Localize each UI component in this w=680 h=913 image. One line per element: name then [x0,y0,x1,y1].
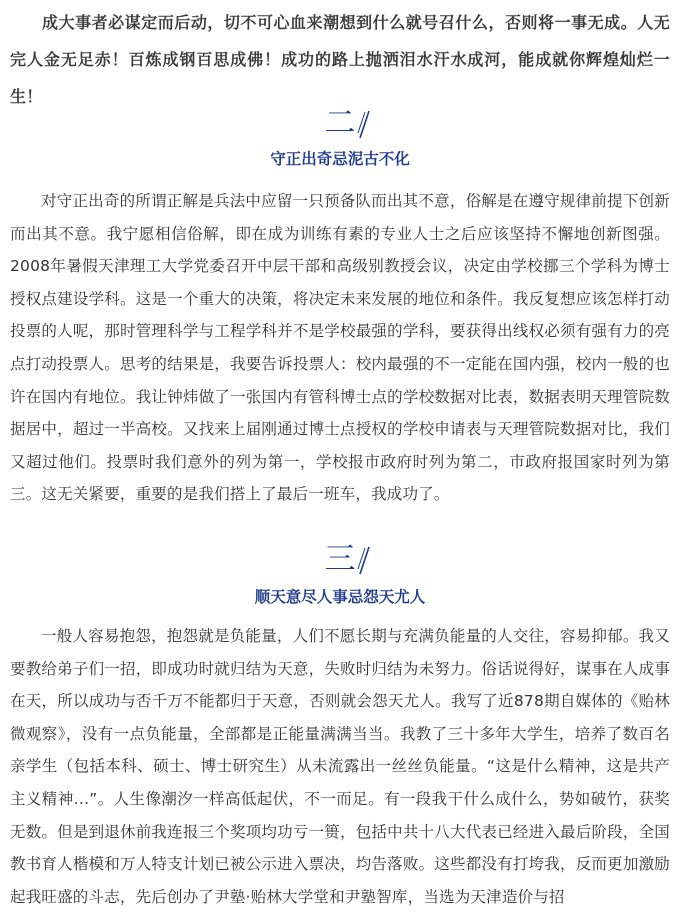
intro-paragraph: 成大事者必谋定而后动，切不可心血来潮想到什么就号召什么，否则将一事无成。人无完人金无足赤！百炼成钢百思成佛！成功的路上抛洒泪水汗水成河，能成就你辉煌灿烂一生！ [10,13,670,106]
section-two-numeral: 二 [325,106,356,140]
section-three-marker [0,542,680,576]
section-two-body: 对守正出奇的所谓正解是兵法中应留一只预备队而出其不意，俗解是在遵守规律前提下创新而出其不意。我宁愿相信俗解，即在成为训练有素的专业人士之后应该坚持不懈地创新图强。2008年暑假天津理工大学党委召开中层干部和高级别教授会议，决定由学校挪三个学科为博士授权点建设学科。这是一个重大的决策，将决定未来发展的地位和条件。我反复想应该怎样打动投票的人呢，那时管理科学与工程学科并不是学校最强的学科，要获得出线权必须有强有力的亮点打动投票人。思考的结果是，我要告诉投票人：校内最强的不一定能在国内强，校内一般的也许在国内有地位。我让钟炜做了一张国内有管科博士点的学校数据对比表，数据表明天理管院数据居中，超过一半高校。又找来上届刚通过博士点授权的学校申请表与天理管院数据对比，我们又超过他们。投票时我们意外的列为第一，学校报市政府时列为第二，市政府报国家时列为第三。这无关紧要，重要的是我们搭上了最后一班车，我成功了。 [10,192,670,504]
slash-decoration-icon [357,109,371,139]
section-three-numeral: 三 [325,542,356,576]
section-two-marker [0,106,680,140]
section-three-body: 一般人容易抱怨，抱怨就是负能量，人们不愿长期与充满负能量的人交往，容易抑郁。我又要教给弟子们一招，即成功时就归结为天意，失败时归结为未努力。俗话说得好，谋事在人成事在天，所以成功与否千万不能都归于天意，否则就会怨天尤人。我写了近878期自媒体的《贻林微观察》，没有一点负能量，全部都是正能量满满当当。我教了三十多年大学生，培养了数百名亲学生（包括本科、硕士、博士研究生）从未流露出一丝丝负能量。“这是什么精神，这是共产主义精神…”。人生像潮汐一样高低起伏，不一而足。有一段我干什么成什么，势如破竹，获奖无数。但是到退休前我连报三个奖项均功亏一篑，包括中共十八大代表已经进入最后阶段，全国教书育人楷模和万人特支计划已被公示进入票决，均告落败。这些都没有打垮我，反而更加激励起我旺盛的斗志，先后创办了尹塾·贻林大学堂和尹塾智库，当选为天津造价与招 [10,627,670,906]
section-two-title: 守正出奇忌泥古不化 [270,150,410,168]
section-three-title: 顺天意尽人事忌怨天尤人 [254,588,426,606]
slash-decoration-icon [357,545,371,575]
